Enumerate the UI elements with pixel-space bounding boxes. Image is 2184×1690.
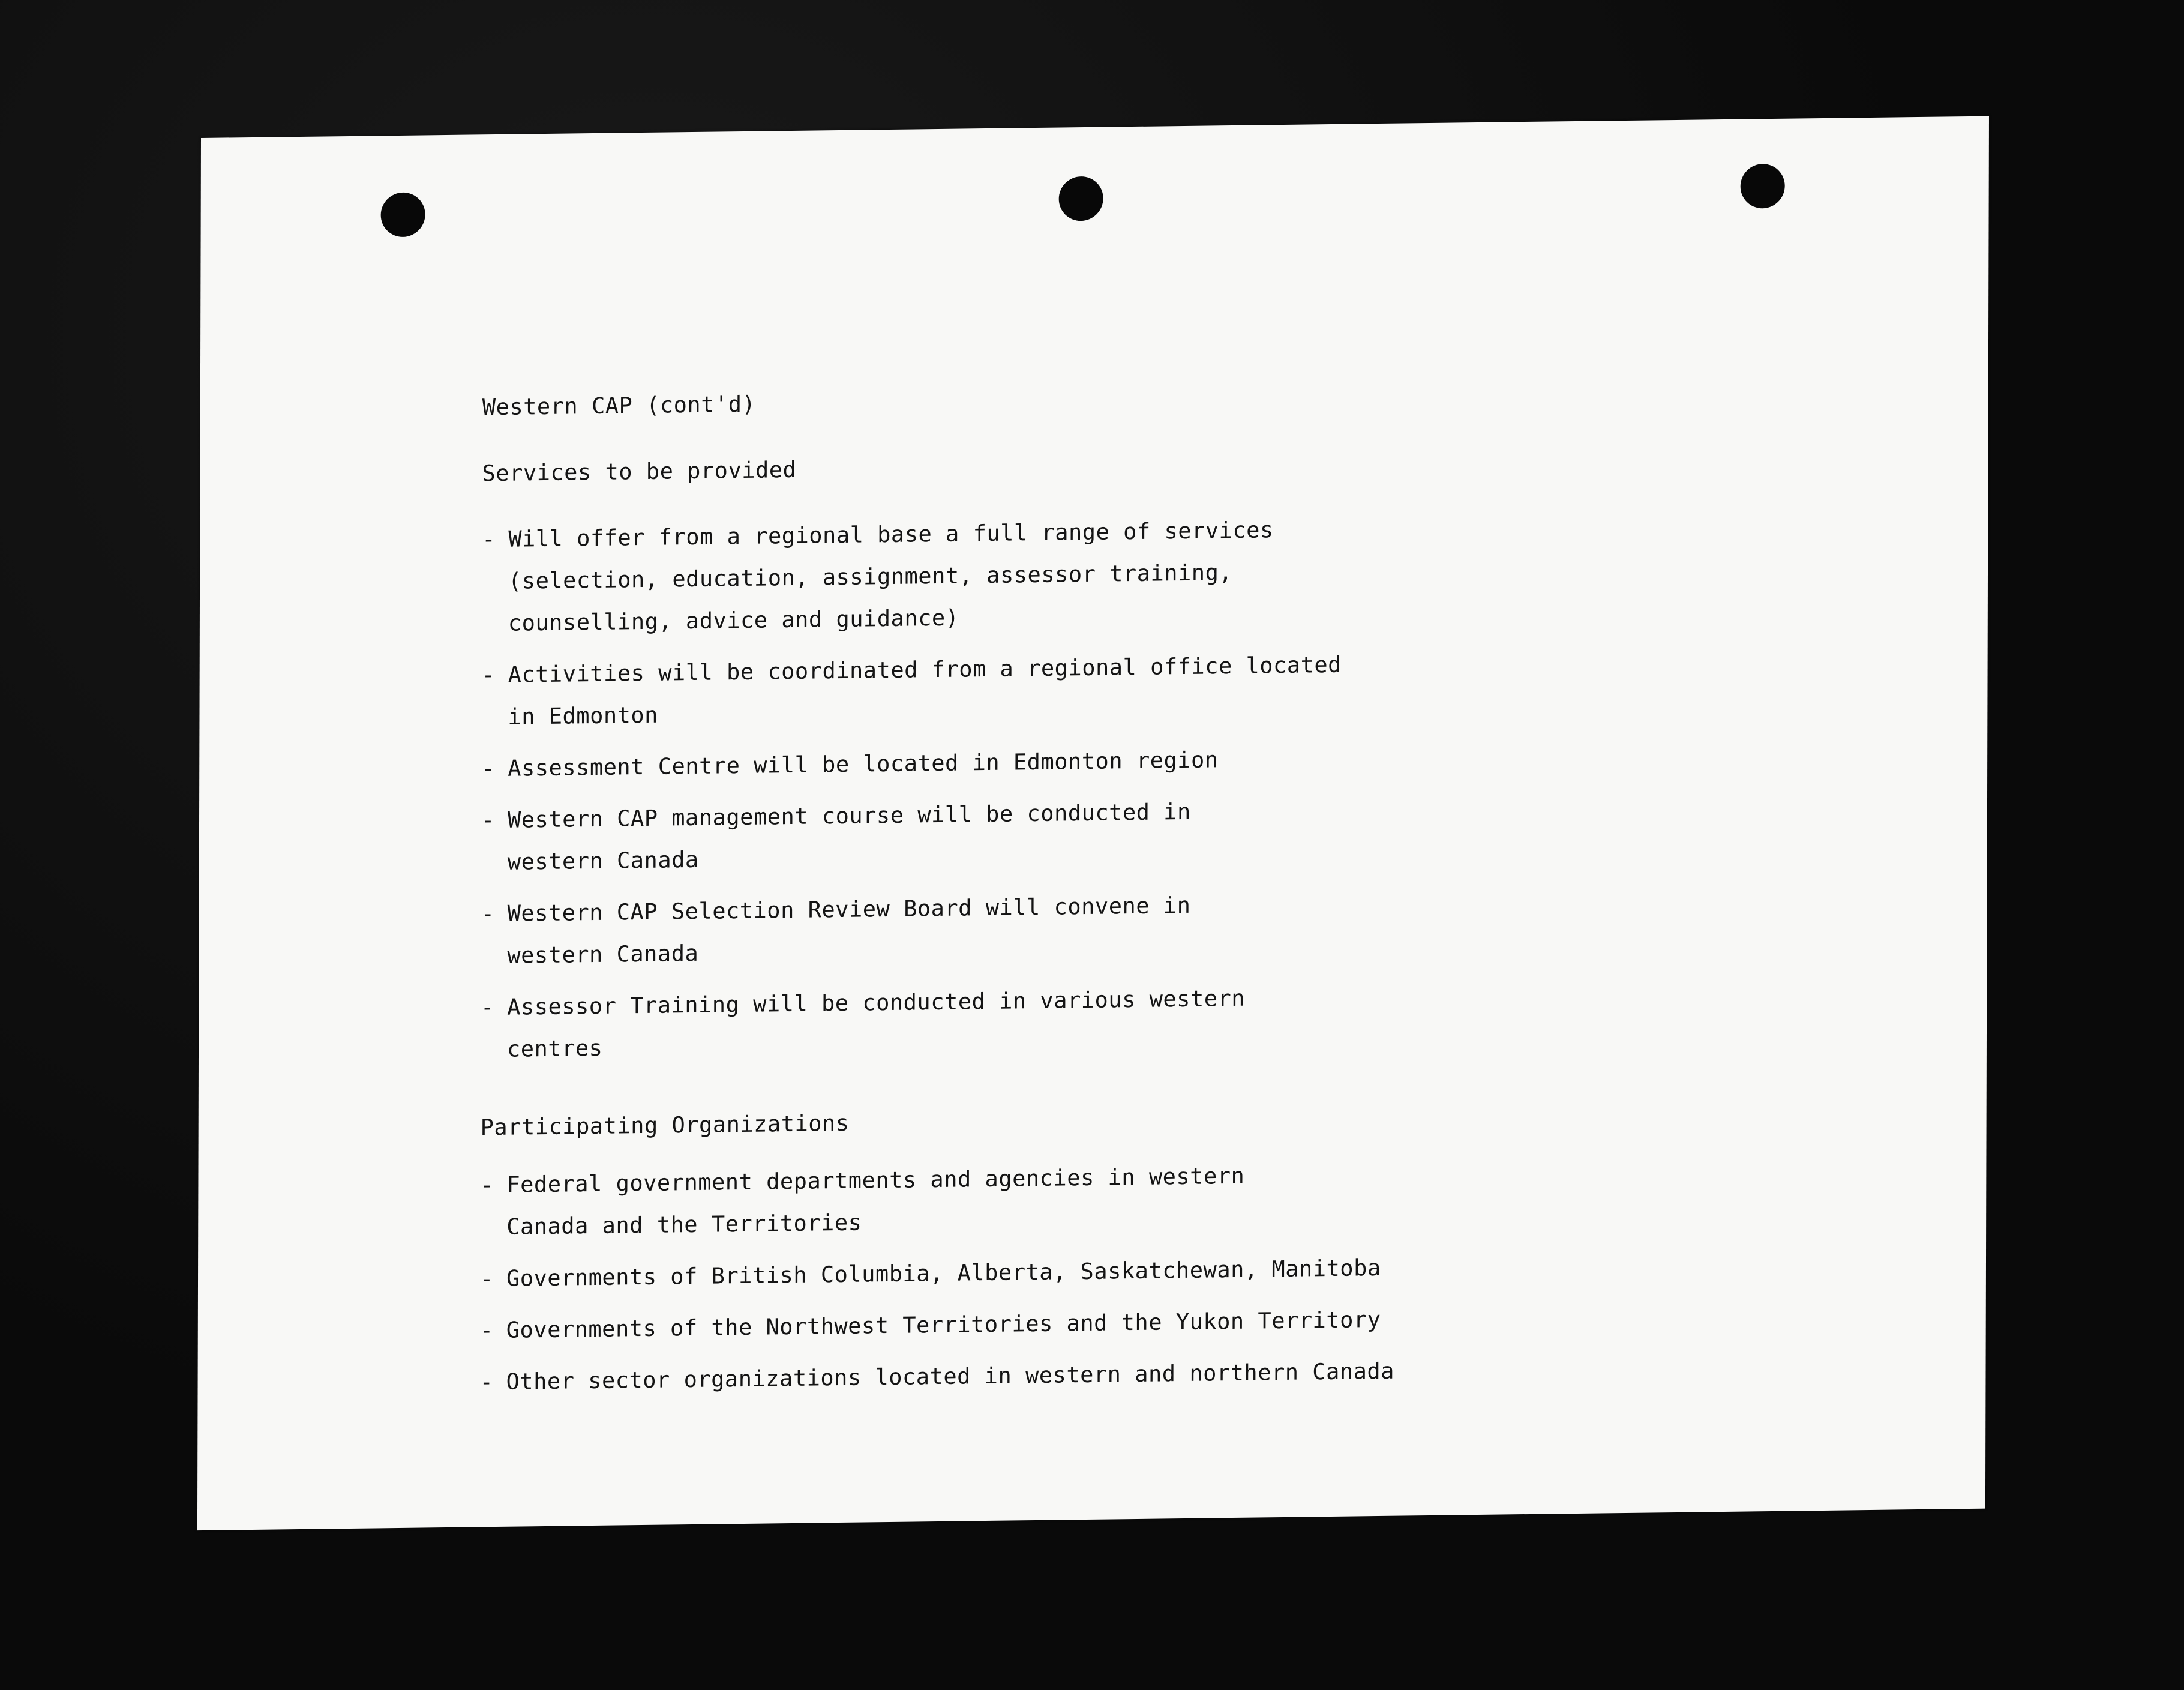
list-item-text: Assessment Centre will be located in Edmonton region (508, 747, 1219, 781)
document-page (197, 116, 1989, 1530)
list-item (481, 970, 1801, 1071)
list-item-text: Western CAP management course will be conducted in western Canada (507, 798, 1191, 875)
services-list (481, 502, 1802, 1071)
section-heading-participating-organizations: Participating Organizations (480, 1110, 850, 1141)
bullet-dash: - (479, 1317, 494, 1344)
page-title: Western CAP (cont'd) (482, 391, 756, 421)
punch-hole-right (1741, 164, 1785, 209)
organizations-list (479, 1148, 1800, 1403)
punch-hole-left (381, 192, 425, 237)
list-item (481, 877, 1801, 977)
list-item (480, 1148, 1800, 1248)
document-body (479, 370, 1802, 1413)
list-item (481, 732, 1801, 790)
bullet-dash: - (481, 994, 495, 1021)
bullet-dash: - (481, 756, 496, 782)
list-item-text: Activities will be coordinated from a regional office located in Edmonton (508, 651, 1342, 730)
bullet-dash: - (481, 807, 495, 834)
list-item-text: Western CAP Selection Review Board will convene in western Canada (507, 892, 1191, 969)
bullet-dash: - (482, 526, 496, 553)
list-item (481, 783, 1801, 883)
list-item (481, 638, 1801, 738)
list-item-text: Governments of the Northwest Territories and the Yukon Territory (506, 1306, 1381, 1343)
list-item (482, 502, 1802, 645)
list-item-text: Federal government departments and agencies in western Canada and the Territories (506, 1162, 1245, 1240)
bullet-dash: - (479, 1369, 494, 1395)
bullet-dash: - (481, 662, 496, 688)
list-item-text: Assessor Training will be conducted in various western centres (506, 985, 1246, 1062)
list-item-text: Will offer from a regional base a full range of services (selection, education, assignment, assessor training, counselling, advice and guidance) (508, 517, 1274, 636)
list-item (479, 1345, 1799, 1403)
list-item (480, 1242, 1800, 1300)
bullet-dash: - (479, 1266, 494, 1292)
bullet-dash: - (481, 901, 495, 927)
punch-hole-center (1059, 176, 1103, 221)
section-heading-services: Services to be provided (482, 456, 797, 487)
bullet-dash: - (480, 1172, 494, 1198)
list-item-text: Other sector organizations located in western and northern Canada (506, 1358, 1395, 1395)
list-item-text: Governments of British Columbia, Alberta, Saskatchewan, Manitoba (506, 1254, 1381, 1292)
list-item (480, 1293, 1800, 1352)
